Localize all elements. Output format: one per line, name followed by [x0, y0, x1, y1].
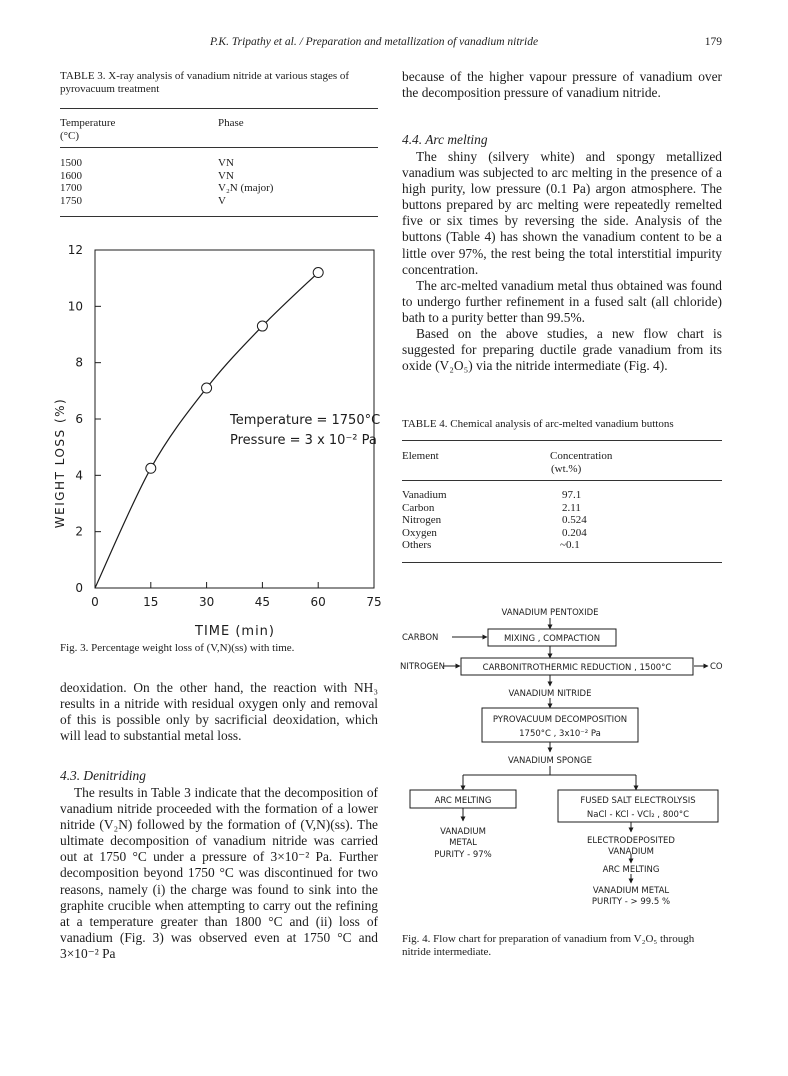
table3-cell-temp: 1750	[60, 194, 82, 207]
table3-cell-temp: 1600	[60, 169, 82, 182]
nitrogen-label: NITROGEN	[400, 662, 445, 672]
table-row	[60, 170, 360, 183]
x-tick-label: 75	[366, 595, 382, 609]
table4-col1-header: Element	[402, 450, 439, 462]
table3-cell-phase: V₂N (major)	[218, 182, 274, 194]
table4-cell-conc: 97.1	[562, 489, 582, 501]
weight-loss-curve	[95, 273, 318, 588]
table4-cell-element: Nitrogen	[402, 514, 442, 526]
table3-cell-phase: V	[218, 194, 226, 207]
chart-curve	[95, 273, 318, 588]
table3-cell-temp: 1500	[60, 157, 82, 169]
table3-col1-header-line2: (°C)	[60, 129, 80, 142]
x-tick-label: 0	[91, 595, 99, 609]
table4-cell-element: Oxygen	[402, 526, 437, 539]
x-tick-label: 45	[254, 595, 271, 609]
final-purity-label: PURITY - > 99.5 %	[591, 897, 671, 907]
vanadium-metal-purity-label: PURITY - 97%	[434, 850, 492, 860]
table-row	[402, 489, 702, 502]
data-point	[257, 321, 267, 331]
pyrovacuum-label: PYROVACUUM DECOMPOSITION	[492, 715, 628, 725]
table-row	[60, 157, 360, 170]
table4-cell-conc: 0.204	[562, 526, 587, 539]
right-para2-text: The arc-melted vanadium metal thus obtained was found to undergo further refinement in a fused salt (all chloride) bath to a purity better than 99.5%.	[402, 277, 722, 325]
right-para-top-text: because of the higher vapour pressure of vanadium over the decomposition pressure of vanadium nitride.	[402, 69, 722, 101]
table4-cell-conc: 2.11	[562, 501, 581, 514]
right-para1-text: The shiny (silvery white) and spongy metallized vanadium was subjected to arc melting in the presence of a high purity, low pressure (0.1 Pa) argon atmosphere. The buttons prepared by arc melting were repeatedly remelted five or six times by reversing the side. Analysis of the buttons (Table 4) has shown the vanadium content to be a little over 97%, the rest being the total interstitial impurity concentration.	[402, 149, 722, 277]
table3-top-rule	[60, 108, 378, 109]
final-metal-label: VANADIUM METAL	[592, 886, 670, 896]
table4-col2-header-line1: Concentration	[550, 450, 613, 462]
electrodeposited-label: ELECTRODEPOSITED	[587, 836, 675, 846]
running-title: P.K. Tripathy et al. / Preparation and metallization of vanadium nitride	[210, 36, 539, 48]
table4-cell-conc: ~0.1	[560, 539, 580, 551]
y-tick-label: 2	[75, 524, 83, 539]
fused-salt-label: FUSED SALT ELECTROLYSIS	[580, 796, 696, 806]
left-para2-text: The results in Table 3 indicate that the decomposition of vanadium nitride proceeded with the formation of a lower nitride (V₂N) followed by the formation of (V,N)(ss). The ultimate decomposition of vanadium nitride was carried out at 1750 °C under a pressure of 3×10⁻² Pa. Further decomposition beyond 1750 °C was discontinued for two reasons, namely (i) the charge was found to sink into the graphite crucible when attempting to carry out the refining at a temperature greater than 1800 °C and (ii) loss of vanadium (Fig. 3) was observed even at 1750 °C and 3×10⁻² Pa	[60, 785, 378, 961]
table3-caption: TABLE 3. X-ray analysis of vanadium nitride at various stages of pyrovacuum treatment	[60, 70, 350, 95]
table4-bottom-rule	[402, 562, 722, 563]
y-tick-label: 12	[67, 243, 83, 257]
vanadium-pentoxide-label: VANADIUM PENTOXIDE	[501, 608, 599, 618]
table3-col1-header	[60, 117, 115, 142]
data-point	[146, 463, 156, 473]
left-para-deoxidation	[60, 680, 378, 744]
left-para1-text: deoxidation. On the other hand, the reaction with NH₃ results in a nitride with residual oxygen only and removal of this is possible only by sacrificial deoxidation, which will lead to substantial metal loss.	[60, 680, 378, 744]
mixing-label: MIXING , COMPACTION	[503, 634, 601, 644]
table4-top-rule	[402, 440, 722, 441]
table4-cell-element: Carbon	[402, 501, 435, 514]
right-para3-text: Based on the above studies, a new flow chart is suggested for preparing ductile grade vanadium from its oxide (V₂O₅) via the nitride intermediate (Fig. 4).	[402, 326, 722, 374]
vanadium-metal-label: VANADIUM	[440, 827, 486, 837]
table-row	[402, 539, 702, 552]
data-point	[313, 268, 323, 278]
section-4-4-title: 4.4. Arc melting	[402, 132, 488, 147]
table3-bottom-rule	[60, 216, 378, 217]
left-para-denitriding	[60, 785, 378, 962]
arc-melting-2-label: ARC MELTING	[602, 865, 660, 875]
table3-col2-header: Phase	[218, 117, 244, 129]
y-tick-label: 10	[67, 299, 83, 314]
vanadium-sponge-label: VANADIUM SPONGE	[507, 756, 593, 766]
table-row	[60, 182, 360, 195]
table3-col1-header-line1: Temperature	[60, 117, 116, 129]
x-tick-label: 30	[198, 595, 215, 609]
data-point	[202, 383, 212, 393]
x-tick-label: 15	[143, 595, 159, 609]
y-tick-label: 4	[75, 468, 83, 483]
x-axis-label: TIME (min)	[195, 624, 275, 639]
fused-salt-bath-label: NaCl - KCl - VCl₂ , 800°C	[586, 810, 690, 820]
table4-cell-conc: 0.524	[562, 514, 587, 526]
x-tick-label: 60	[310, 595, 326, 609]
table3-cell-phase: VN	[218, 169, 234, 182]
y-axis-label: WEIGHT LOSS (%)	[53, 397, 67, 529]
table3-mid-rule	[60, 147, 378, 148]
table4-col2-header-line2: (wt.%)	[551, 462, 582, 475]
table4-body	[402, 489, 702, 552]
fig3-caption: Fig. 3. Percentage weight loss of (V,N)(ss) with time.	[60, 642, 295, 654]
y-tick-label: 6	[75, 412, 83, 426]
table-row	[402, 514, 702, 527]
electrodeposited-vanadium-label: VANADIUM	[608, 847, 654, 857]
vanadium-metal-label-2: METAL	[449, 838, 477, 848]
right-paras-arc-melting	[402, 149, 722, 374]
weight-loss-chart	[50, 238, 385, 643]
table4-cell-element: Vanadium	[402, 489, 447, 501]
arc-melting-label: ARC MELTING	[434, 796, 492, 806]
co-label: CO	[710, 662, 723, 672]
pressure-annotation: Pressure = 3 x 10⁻² Pa	[230, 433, 377, 448]
table3-cell-temp: 1700	[60, 182, 82, 194]
flowchart	[398, 600, 728, 930]
table4-mid-rule	[402, 480, 722, 481]
table4-caption: TABLE 4. Chemical analysis of arc-melted vanadium buttons	[402, 418, 674, 430]
section-4-3-title: 4.3. Denitriding	[60, 768, 146, 783]
carbon-label: CARBON	[402, 633, 439, 643]
table-row	[402, 527, 702, 540]
pyrovacuum-conditions-label: 1750°C , 3x10⁻² Pa	[519, 729, 601, 739]
table4-cell-element: Others	[402, 539, 432, 551]
table-row	[60, 195, 360, 208]
table4-col2-header	[550, 450, 612, 475]
table3-cell-phase: VN	[218, 157, 234, 169]
vanadium-nitride-label: VANADIUM NITRIDE	[508, 689, 592, 699]
page-number: 179	[704, 36, 722, 48]
reduction-label: CARBONITROTHERMIC REDUCTION , 1500°C	[482, 663, 672, 673]
temperature-annotation: Temperature = 1750°C	[230, 413, 381, 428]
right-para-top	[402, 69, 722, 101]
y-tick-label: 0	[75, 581, 83, 595]
y-tick-label: 8	[75, 355, 83, 370]
fig4-caption: Fig. 4. Flow chart for preparation of vanadium from V₂O₅ through nitride intermediate.	[402, 933, 695, 958]
table3-body	[60, 157, 360, 207]
table-row	[402, 502, 702, 515]
